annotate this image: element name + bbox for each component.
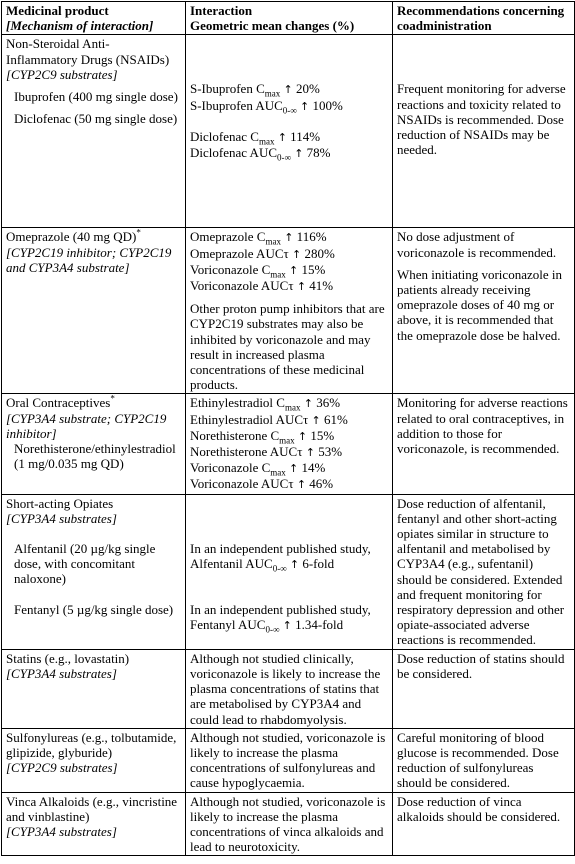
up-arrow-icon: ↑ <box>284 231 294 245</box>
product-name: Omeprazole (40 mg QD)* <box>6 228 141 245</box>
interaction-cell: Although not studied clinically, voriconazole is likely to increase the plasma concentrations of statins that are metabolised by CYP3A4 and could lead to rhabdomyolysis. <box>186 649 393 728</box>
product-name: Statins (e.g., lovastatin) <box>6 650 130 666</box>
interaction-cell: Although not studied, voriconazole is likely to increase the plasma concentrations of vinca alkaloids and lead to neurotoxicity. <box>186 792 393 856</box>
up-arrow-icon: ↑ <box>296 280 307 294</box>
interaction-cell <box>186 394 393 494</box>
up-arrow-icon: ↑ <box>277 130 287 144</box>
interaction-line: Diclofenac $C_{max}$ ↑ 114% <box>190 128 321 147</box>
up-arrow-icon: ↑ <box>289 263 299 277</box>
interaction-line: Voriconazole $C_{max}$ ↑ 14% <box>190 460 326 478</box>
up-arrow-icon: ↑ <box>291 247 302 261</box>
interaction-line: Alfentanil $AUC_{0-\infty}$ ↑ 6-fold <box>190 555 335 574</box>
interaction-line: Fentanyl $AUC_{0-\infty}$ ↑ 1.34-fold <box>190 617 344 635</box>
product-name: Short-acting Opiates <box>6 495 114 511</box>
product-name: Oral Contraceptives* <box>6 394 115 411</box>
product-dose: Norethisterone/ethinylestradiol (1 mg/0.035 mg QD) <box>14 441 176 472</box>
up-arrow-icon: ↑ <box>283 83 293 97</box>
up-arrow-icon: ↑ <box>282 619 292 633</box>
recommendation-cell: Dose reduction of statins should be considered. <box>393 649 575 728</box>
interaction-line: Omeprazole AUCτ ↑ 280% <box>190 245 335 261</box>
interaction-line: Voriconazole AUCτ ↑ 46% <box>190 476 334 492</box>
interaction-line: S-Ibuprofen $AUC_{0-\infty}$ ↑ 100% <box>190 97 343 116</box>
table-row <box>2 228 575 394</box>
up-arrow-icon: ↑ <box>296 478 307 492</box>
header-recommendations: Recommendations concerning coadministration <box>393 2 575 35</box>
up-arrow-icon: ↑ <box>305 446 315 460</box>
up-arrow-icon: ↑ <box>289 462 299 476</box>
product-cell <box>2 228 186 394</box>
interaction-line: Omeprazole $C_{max}$ ↑ 116% <box>190 229 327 247</box>
interaction-line: Norethisterone $C_{max}$ ↑ 15% <box>190 427 335 446</box>
interaction-line: Voriconazole $C_{max}$ ↑ 15% <box>190 261 326 280</box>
up-arrow-icon: ↑ <box>299 99 310 113</box>
product-cell <box>2 728 186 792</box>
up-arrow-icon: ↑ <box>303 397 313 411</box>
table-row <box>2 394 575 494</box>
interaction-cell: In an independent published study, Alfentanil $AUC_{0-\infty}$ ↑ 6-fold In an independent published study, Fentanyl $AUC_{0-\infty}$ ↑ 1.34-fold <box>186 494 393 649</box>
interaction-line: Norethisterone AUCτ ↑ 53% <box>190 444 343 460</box>
recommendation-cell: Monitoring for adverse reactions related to oral contraceptives, in addition to those for voriconazole, is recommended. <box>393 394 575 494</box>
interaction-note: Other proton pump inhibitors that are CYP2C19 substrates may also be inhibited by voriconazole and may result in increased plasma concentrations of these medicinal products. <box>190 301 385 393</box>
up-arrow-icon: ↑ <box>297 429 308 443</box>
mechanism: [CYP2C9 substrates] <box>6 66 118 82</box>
mechanism: [CYP3A4 substrates] <box>6 510 117 526</box>
interaction-line: Ethinylestradiol $C_{max}$ ↑ 36% <box>190 395 341 414</box>
recommendation-cell: Dose reduction of vinca alkaloids should be considered. <box>393 792 575 856</box>
interaction-table <box>1 1 575 856</box>
up-arrow-icon: ↑ <box>294 147 304 161</box>
header-interaction: Interaction Geometric mean changes (%) <box>186 2 393 35</box>
table-row <box>2 35 575 228</box>
product-dose: Alfentanil (20 µg/kg single dose, with concomitant naloxone) <box>14 541 156 587</box>
header-medicinal-product: Medicinal product [Mechanism of interaction] <box>2 2 186 35</box>
interaction-cell <box>186 35 393 228</box>
product-cell <box>2 394 186 494</box>
mechanism: [CYP3A4 substrates] <box>6 823 117 839</box>
mechanism: [CYP3A4 substrates] <box>6 665 117 681</box>
interaction-cell: Although not studied, voriconazole is likely to increase the plasma concentrations of sulfonylureas and cause hypoglycaemia. <box>186 728 393 792</box>
table-header-row <box>2 2 575 35</box>
recommendation-cell: No dose adjustment of voriconazole is recommended. When initiating voriconazole in patients already receiving omeprazole doses of 40 mg or above, it is recommended that the omeprazole dose be halved. <box>393 228 575 394</box>
table-row <box>2 494 575 649</box>
product-dose: Ibuprofen (400 mg single dose) <box>14 89 178 105</box>
product-cell <box>2 494 186 649</box>
product-name: Non-Steroidal Anti-Inflammatory Drugs (NSAIDs) <box>6 36 170 67</box>
table-row <box>2 649 575 728</box>
product-name: Sulfonylureas (e.g., tolbutamide, glipizide, glyburide) <box>6 729 177 760</box>
interaction-line: Ethinylestradiol AUCτ ↑ 61% <box>190 411 348 427</box>
mechanism: [CYP3A4 substrate; CYP2C19 inhibitor] <box>6 410 167 441</box>
table-row <box>2 728 575 792</box>
interaction-line: Voriconazole AUCτ ↑ 41% <box>190 278 334 294</box>
mechanism: [CYP2C9 substrates] <box>6 760 118 776</box>
product-cell <box>2 35 186 228</box>
up-arrow-icon: ↑ <box>289 557 300 571</box>
recommendation-cell: Frequent monitoring for adverse reactions and toxicity related to NSAIDs is recommended. Dose reduction of NSAIDs may be needed. <box>393 35 575 228</box>
product-cell <box>2 649 186 728</box>
interaction-line: S-Ibuprofen $C_{max}$ ↑ 20% <box>190 81 320 99</box>
product-name: Vinca Alkaloids (e.g., vincristine and vinblastine) <box>6 793 178 824</box>
product-dose: Fentanyl (5 µg/kg single dose) <box>14 601 174 617</box>
recommendation-cell: Dose reduction of alfentanil, fentanyl and other short-acting opiates similar in structure to alfentanil and metabolised by CYP3A4 (e.g., sufentanil) should be considered. Extended and frequent monitoring for respiratory depression and other opiate-associated adverse reactions is recommended. <box>393 494 575 649</box>
table-row <box>2 792 575 856</box>
up-arrow-icon: ↑ <box>311 413 321 427</box>
interaction-line: Diclofenac $AUC_{0-\infty}$ ↑ 78% <box>190 145 331 163</box>
product-cell <box>2 792 186 856</box>
recommendation-cell: Careful monitoring of blood glucose is recommended. Dose reduction of sulfonylureas should be considered. <box>393 728 575 792</box>
interaction-cell <box>186 228 393 394</box>
product-dose: Diclofenac (50 mg single dose) <box>14 111 178 127</box>
mechanism: [CYP2C19 inhibitor; CYP2C19 and CYP3A4 substrate] <box>6 244 172 275</box>
